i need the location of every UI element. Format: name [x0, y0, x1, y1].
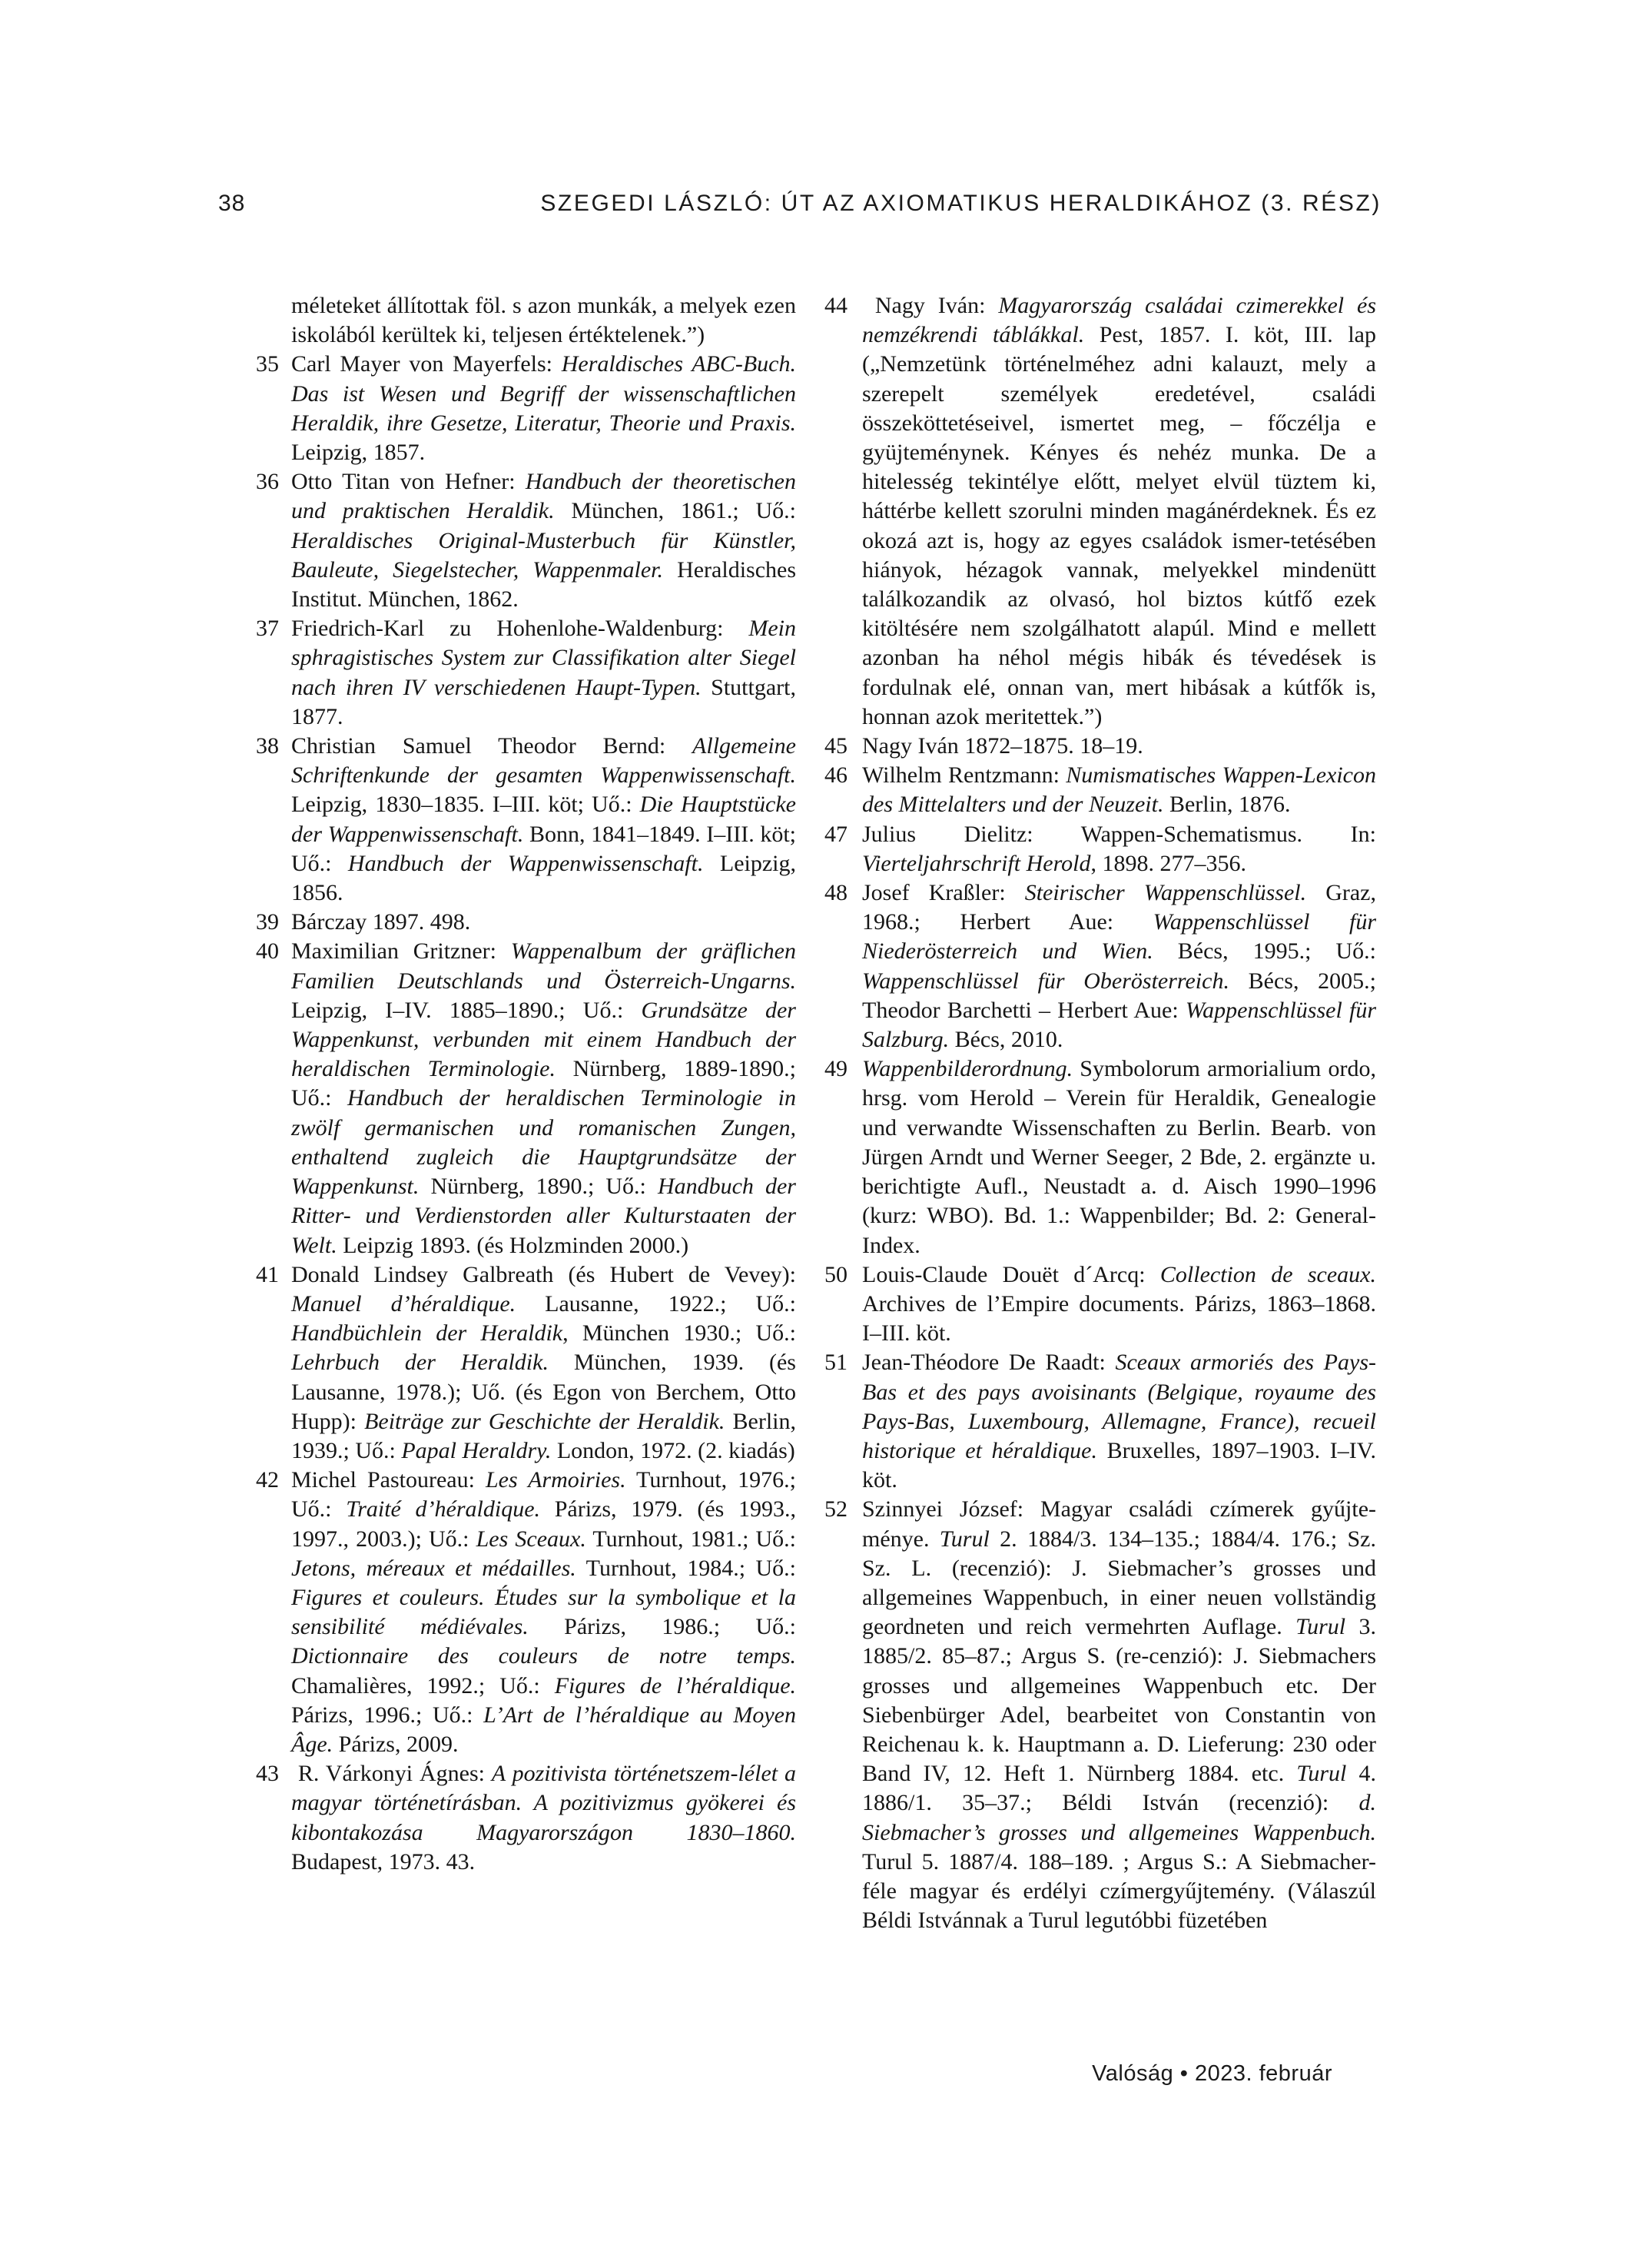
footnote-title-italic: Mein sphragistisches System zur Classifikation alter Siegel nach ihren IV verschiedenen Haupt-Typen.	[291, 616, 796, 700]
footnote-text: Bécs, 1995.; Uő.:	[1153, 938, 1376, 965]
footnote-number: 52	[824, 1496, 848, 1523]
footnote-title-italic: Vierteljahrschrift Herold	[862, 850, 1091, 876]
footnote-title-italic: Allgemeine Schriftenkunde der gesamten Wappenwissenschaft.	[291, 733, 796, 789]
footnote-title-italic: Figures de l’héraldique.	[554, 1672, 797, 1699]
footnote-text: Chamalières, 1992.; Uő.:	[291, 1672, 555, 1699]
footnote-text: Otto Titan von Hefner:	[291, 469, 526, 495]
footnote-entry	[256, 467, 796, 614]
footnote-number: 48	[824, 880, 848, 906]
footnote-title-italic: Die Hauptstücke der Wappenwissenschaft.	[291, 792, 796, 847]
footnote-title-italic: Dictionnaire des couleurs de notre temps.	[291, 1643, 796, 1669]
footnote-text: Turul 5. 1887/4. 188–189. ; Argus S.: A Siebmacher-féle magyar és erdélyi czímergyűjtemény. (Válaszúl Béldi Istvánnak a Turul legutóbbi füzetében	[862, 1848, 1376, 1934]
footnote-title-italic: Wappenbilderordnung.	[862, 1056, 1073, 1082]
footnote-text: Nagy Iván 1872–1875. 18–19.	[862, 733, 1143, 759]
footnote-text: Maximilian Gritzner:	[291, 938, 511, 965]
footnote-title-italic: Wappenschlüssel für Oberösterreich.	[862, 968, 1229, 994]
footnote-title-italic: Handbuch der Wappenwissenschaft.	[347, 850, 704, 876]
footnote-title-italic: Numismatisches Wappen-Lexicon des Mittelalters und der Neuzeit.	[862, 762, 1376, 818]
footnote-text: Leipzig, 1856.	[291, 850, 796, 906]
footnote-text: Turnhout, 1981.; Uő.:	[585, 1526, 796, 1552]
footnote-number: 41	[256, 1261, 279, 1287]
footnote-title-italic: Handbuch der Ritter- und Verdienstorden aller Kulturstaaten der Welt.	[291, 1174, 796, 1258]
footnote-title-italic: Jetons, méreaux et médailles.	[291, 1555, 576, 1581]
footnote-text: Párizs, 1986.; Uő.:	[528, 1614, 796, 1640]
footnote-number: 35	[256, 351, 279, 377]
footnote-title-italic: d. Siebmacher’s grosses und allgemeines Wappenbuch.	[862, 1790, 1376, 1845]
footnote-text: Turnhout, 1984.; Uő.:	[576, 1555, 796, 1581]
footnote-text: Louis-Claude Douët d´Arcq:	[862, 1261, 1160, 1287]
footnote-number: 46	[824, 762, 848, 789]
footnote-text: Turnhout, 1976.; Uő.:	[291, 1467, 796, 1523]
footnote-text: R. Várkonyi Ágnes:	[291, 1761, 492, 1787]
footnote-entry	[824, 761, 1376, 819]
footnote-text: Carl Mayer von Mayerfels:	[291, 351, 562, 377]
footnote-title-italic: Wappenschlüssel für Salzburg.	[862, 997, 1377, 1053]
footnote-entry	[256, 908, 796, 937]
footnote-text: Párizs, 2009.	[333, 1731, 459, 1757]
footnote-text: Pest, 1857. I. köt, III. lap („Nemzetünk történelméhez adni kalauzt, mely a szerepelt személyek eredetével, családi összeköttetéseivel, ismertet meg, – főczélja e gyüjteménynek. Kényes és nehéz munka. De a hitelesség tekintélye előtt, melyet elvül tüztem ki, háttérbe kellett szorulni minden magánérdeknek. És ez okozá azt is, hogy az egyes családok ismer-tetésében hiányok, hézagok vannak, melyekkel mindenütt találkozandik az olvasó, hol biztos kútfő ezek kitöltésére nem szolgálhatott alapúl. Mind e mellett azonban ha néhol mégis hibák és tévedések is fordulnak elé, onnan van, mert hibásak a kútfők is, honnan azok meritettek.”)	[862, 322, 1376, 729]
footnote-text: Stuttgart, 1877.	[291, 674, 796, 729]
footnote-title-italic: Heraldisches ABC-Buch. Das ist Wesen und Begriff der wissenschaftlichen Heraldik, ihre Gesetze, Literatur, Theorie und Praxis.	[291, 351, 796, 436]
footnote-title-italic: Les Armoiries.	[485, 1467, 626, 1493]
footnote-text: Leipzig, 1830–1835. I–III. köt; Uő.:	[291, 792, 640, 818]
footnote-title-italic: Beiträge zur Geschichte der Heraldik.	[364, 1408, 725, 1434]
footnote-title-italic: Sceaux armoriés des Pays-Bas et des pays avoisinants (Belgique, royaume des Pays-Bas, Luxembourg, Allemagne, France), recueil historique et héraldique.	[862, 1350, 1376, 1463]
footnote-title-italic: Heraldisches Original-Musterbuch für Künstler, Bauleute, Siegelstecher, Wappenmaler.	[291, 527, 796, 583]
footnote-text: Nürnberg, 1889-1890.; Uő.:	[291, 1056, 796, 1111]
endnotes-column-left	[256, 291, 796, 1877]
footnote-text: München, 1861.; Uő.:	[554, 498, 796, 524]
footnote-number: 40	[256, 938, 279, 965]
footnote-title-italic: Handbüchlein der Heraldik	[291, 1320, 563, 1347]
footnote-text: Bécs, 2005.; Theodor Barchetti – Herbert Aue:	[862, 968, 1376, 1023]
journal-footer: Valóság • 2023. február	[1092, 2061, 1332, 2086]
footnote-text: Bonn, 1841–1849. I–III. köt; Uő.:	[291, 821, 796, 876]
footnote-number: 51	[824, 1350, 848, 1376]
footnote-number: 47	[824, 821, 848, 847]
footnote-text: Nürnberg, 1890.; Uő.:	[419, 1174, 658, 1200]
footnote-title-italic: Wappenalbum der gräflichen Familien Deutschlands und Österreich-Ungarns.	[291, 938, 796, 994]
footnote-number: 50	[824, 1261, 848, 1287]
footnote-text: méleteket állítottak föl. s azon munkák, a melyek ezen iskolából kerültek ki, teljesen értéktelenek.”)	[291, 293, 796, 348]
footnote-text: Leipzig 1893. (és Holzminden 2000.)	[337, 1232, 689, 1258]
footnote-text: , München 1930.; Uő.:	[562, 1320, 796, 1347]
footnote-title-italic: Magyarország családai czimerekkel és nemzékrendi táblákkal.	[862, 293, 1376, 348]
footnote-text: Wilhelm Rentzmann:	[862, 762, 1066, 789]
footnote-text: Archives de l’Empire documents. Párizs, 1863–1868. I–III. köt.	[862, 1290, 1376, 1347]
footnote-number: 45	[824, 733, 848, 759]
footnote-text: , 1898. 277–356.	[1090, 850, 1246, 876]
footnote-number: 42	[256, 1467, 279, 1493]
footnote-entry	[824, 820, 1376, 878]
page-number: 38	[218, 191, 246, 216]
footnote-entry	[824, 291, 1376, 732]
footnote-title-italic: Turul	[939, 1526, 990, 1552]
footnote-title-italic: Lehrbuch der Heraldik.	[291, 1350, 549, 1376]
footnote-text: Párizs, 1979. (és 1993., 1997., 2003.); Uő.:	[291, 1496, 797, 1552]
footnote-number: 37	[256, 616, 279, 642]
footnote-entry	[824, 1054, 1376, 1260]
footnote-text: 2. 1884/3. 134–135.; 1884/4. 176.; Sz. Sz. L. (recenzió): J. Siebmacher’s grosses und allgemeines Wappenbuch, in einer neuen vollständig geordneten und reich vermehrten Auflage.	[862, 1526, 1377, 1640]
footnote-title-italic: Grundsätze der Wappenkunst, verbunden mit einem Handbuch der heraldischen Terminologie.	[291, 997, 796, 1082]
footnote-text: Christian Samuel Theodor Bernd:	[291, 733, 693, 759]
footnote-text: Josef Kraßler:	[862, 880, 1025, 906]
footnote-title-italic: Collection de sceaux.	[1159, 1261, 1376, 1287]
footnote-title-italic: Handbuch der heraldischen Terminologie in zwölf germanischen und romanischen Zungen, enthaltend zugleich die Hauptgrundsätze der Wappenkunst.	[291, 1085, 796, 1200]
footnote-entry	[256, 937, 796, 1260]
footnote-number: 38	[256, 733, 279, 759]
footnote-text: Bécs, 2010.	[949, 1027, 1063, 1053]
endnotes-column-right	[824, 291, 1376, 1935]
footnote-text: 3. 1885/2. 85–87.; Argus S. (re-cenzió): J. Siebmachers grosses und allgemeines Wappenbuch etc. Der Siebenbürger Adel, bearbeitet von Constantin von Reichenau k. k. Hauptmann a. D. Lieferung: 230 oder Band IV, 12. Heft 1. Nürnberg 1884. etc.	[862, 1614, 1376, 1787]
footnote-number: 36	[256, 469, 279, 495]
footnote-text: Nagy Iván:	[862, 293, 999, 318]
footnote-text: Friedrich-Karl zu Hohenlohe-Waldenburg:	[291, 616, 749, 642]
footnote-title-italic: Wappenschlüssel für Niederösterreich und Wien.	[862, 909, 1376, 965]
footnote-entry	[824, 878, 1376, 1054]
footnote-text: Leipzig, I–IV. 1885–1890.; Uő.:	[291, 997, 642, 1023]
footnote-title-italic: Turul	[1296, 1761, 1347, 1787]
footnote-text: Heraldisches Institut. München, 1862.	[291, 556, 797, 613]
footnote-text: Graz, 1968.; Herbert Aue:	[862, 880, 1376, 935]
footnote-entry	[256, 614, 796, 732]
footnote-text: Lausanne, 1922.; Uő.:	[516, 1290, 797, 1317]
footnote-title-italic: Papal Heraldry.	[401, 1437, 552, 1463]
footnote-entry	[824, 1260, 1376, 1349]
footnote-text: Symbolorum armorialium ordo, hrsg. vom Herold – Verein für Heraldik, Genealogie und verwandte Wissenschaften zu Berlin. Bearb. von Jürgen Arndt und Werner Seeger, 2 Bde, 2. ergänzte u. berichtigte Aufl., Neustadt a. d. Aisch 1990–1996 (kurz: WBO). Bd. 1.: Wappenbilder; Bd. 2: General-Index.	[862, 1056, 1376, 1258]
footnote-text: Michel Pastoureau:	[291, 1467, 486, 1493]
footnote-entry	[824, 1495, 1376, 1935]
footnote-entry	[256, 732, 796, 908]
footnote-entry	[256, 350, 796, 467]
footnote-title-italic: Steirischer Wappenschlüssel.	[1024, 880, 1307, 906]
footnote-entry	[256, 1260, 796, 1466]
footnote-title-italic: Les Sceaux.	[476, 1526, 586, 1552]
footnote-entry	[824, 1348, 1376, 1495]
footnote-number: 39	[256, 909, 279, 935]
footnote-entry	[256, 1759, 796, 1877]
running-header	[0, 191, 1632, 221]
footnote-text: Berlin, 1939.; Uő.:	[291, 1408, 796, 1463]
footnote-text: Budapest, 1973. 43.	[291, 1848, 476, 1875]
footnote-text: München, 1939. (és Lausanne, 1978.); Uő. (és Egon von Berchem, Otto Hupp):	[291, 1350, 796, 1434]
footnote-entry	[256, 291, 796, 350]
footnote-text: Donald Lindsey Galbreath (és Hubert de Vevey):	[291, 1261, 796, 1287]
footnote-title-italic: Traité d’héraldique.	[346, 1496, 541, 1523]
footnote-title-italic: Figures et couleurs. Études sur la symbolique et la sensibilité médiévales.	[291, 1584, 796, 1640]
footnote-title-italic: Manuel d’héraldique.	[291, 1290, 516, 1317]
footnote-title-italic: Handbuch der theoretischen und praktischen Heraldik.	[291, 469, 796, 524]
footnote-number: 43	[256, 1761, 279, 1787]
footnote-text: Jean-Théodore De Raadt:	[862, 1350, 1116, 1376]
footnote-text: 4. 1886/1. 35–37.; Béldi István (recenzió):	[862, 1761, 1377, 1816]
footnote-title-italic: Turul	[1295, 1614, 1346, 1640]
footnote-text: Leipzig, 1857.	[291, 440, 426, 466]
footnote-text: Bruxelles, 1897–1903. I–IV. köt.	[862, 1437, 1377, 1493]
page-title: SZEGEDI LÁSZLÓ: ÚT AZ AXIOMATIKUS HERALDIKÁHOZ (3. RÉSZ)	[540, 191, 1382, 216]
footnote-text: London, 1972. (2. kiadás)	[551, 1437, 795, 1463]
footnote-text: Berlin, 1876.	[1163, 792, 1291, 818]
footnote-text: Szinnyei József: Magyar családi czímerek gyűjte-ménye.	[862, 1496, 1376, 1552]
footnote-entry	[824, 732, 1376, 761]
footnote-title-italic: L’Art de l’héraldique au Moyen Âge.	[291, 1702, 796, 1757]
footnote-text: Párizs, 1996.; Uő.:	[291, 1702, 484, 1728]
footnote-number: 44	[824, 293, 848, 318]
footnote-title-italic: A pozitivista történetszem-lélet a magyar történetírásban. A pozitivizmus gyökerei és kibontakozása Magyarországon 1830–1860.	[291, 1761, 796, 1845]
footnote-entry	[256, 1466, 796, 1759]
footnote-text: Bárczay 1897. 498.	[291, 909, 471, 935]
footnote-number: 49	[824, 1056, 848, 1082]
footnote-text: Julius Dielitz: Wappen-Schematismus. In:	[862, 821, 1376, 847]
